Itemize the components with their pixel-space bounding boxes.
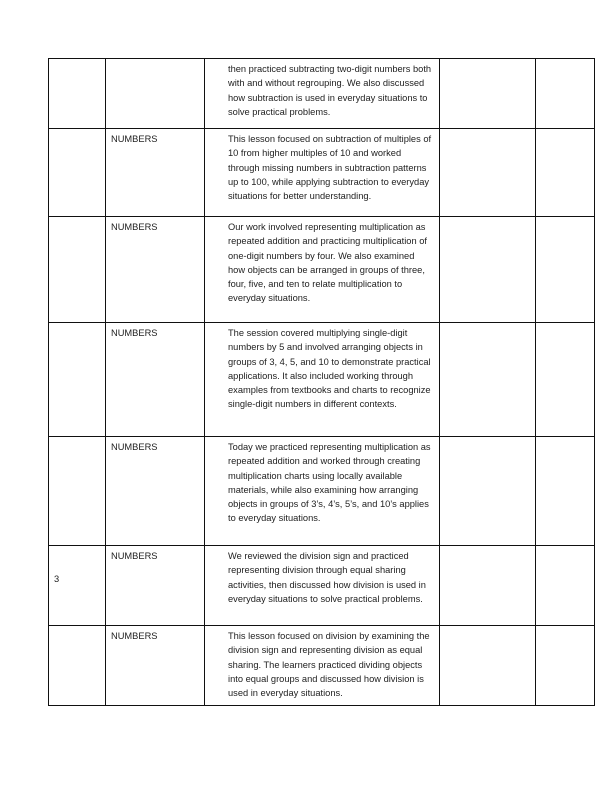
week-cell	[49, 437, 106, 546]
lesson-log-table	[48, 58, 595, 706]
summary-cell: The session covered multiplying single-digit numbers by 5 and involved arranging objects in groups of 3, 4, 5, and 10 to demonstrate practical applications. It also included working through examples from textbooks and charts to recognize single-digit numbers in different contexts.	[205, 323, 440, 437]
week-cell	[49, 626, 106, 706]
empty-cell	[440, 323, 536, 437]
empty-cell	[536, 59, 595, 129]
empty-cell	[440, 546, 536, 626]
empty-cell	[440, 217, 536, 323]
table-row	[49, 546, 595, 626]
table-row	[49, 129, 595, 217]
strand-cell: NUMBERS	[106, 323, 205, 437]
summary-cell: This lesson focused on division by examining the division sign and representing division as equal sharing. The learners practiced dividing objects into equal groups and discussed how division is used in everyday situations.	[205, 626, 440, 706]
strand-cell: NUMBERS	[106, 437, 205, 546]
empty-cell	[536, 129, 595, 217]
summary-cell: We reviewed the division sign and practiced representing division through equal sharing activities, then discussed how division is used in everyday situations to solve practical problems.	[205, 546, 440, 626]
empty-cell	[536, 546, 595, 626]
empty-cell	[536, 217, 595, 323]
week-cell	[49, 323, 106, 437]
empty-cell	[536, 437, 595, 546]
strand-cell: NUMBERS	[106, 217, 205, 323]
summary-cell: Today we practiced representing multiplication as repeated addition and worked through creating multiplication charts using locally available materials, while also examining how arranging objects in groups of 3’s, 4’s, 5’s, and 10’s applies to everyday situations.	[205, 437, 440, 546]
empty-cell	[440, 437, 536, 546]
week-cell	[49, 59, 106, 129]
empty-cell	[536, 626, 595, 706]
empty-cell	[440, 129, 536, 217]
table-row	[49, 437, 595, 546]
table-row	[49, 323, 595, 437]
summary-cell: Our work involved representing multiplication as repeated addition and practicing multiplication of one-digit numbers by four. We also examined how objects can be arranged in groups of three, four, five, and ten to relate multiplication to everyday situations.	[205, 217, 440, 323]
summary-cell: This lesson focused on subtraction of multiples of 10 from higher multiples of 10 and worked through missing numbers in subtraction patterns up to 100, while applying subtraction to everyday situations for better understanding.	[205, 129, 440, 217]
table-row	[49, 59, 595, 129]
strand-cell: NUMBERS	[106, 546, 205, 626]
week-number: 3	[54, 574, 60, 585]
empty-cell	[536, 323, 595, 437]
table-row	[49, 217, 595, 323]
summary-cell: then practiced subtracting two-digit numbers both with and without regrouping. We also discussed how subtraction is used in everyday situations to solve practical problems.	[205, 59, 440, 129]
week-cell	[49, 129, 106, 217]
week-cell	[49, 217, 106, 323]
table-row	[49, 626, 595, 706]
empty-cell	[440, 626, 536, 706]
strand-cell: NUMBERS	[106, 129, 205, 217]
strand-cell: NUMBERS	[106, 626, 205, 706]
strand-cell	[106, 59, 205, 129]
week-cell	[49, 546, 106, 626]
empty-cell	[440, 59, 536, 129]
